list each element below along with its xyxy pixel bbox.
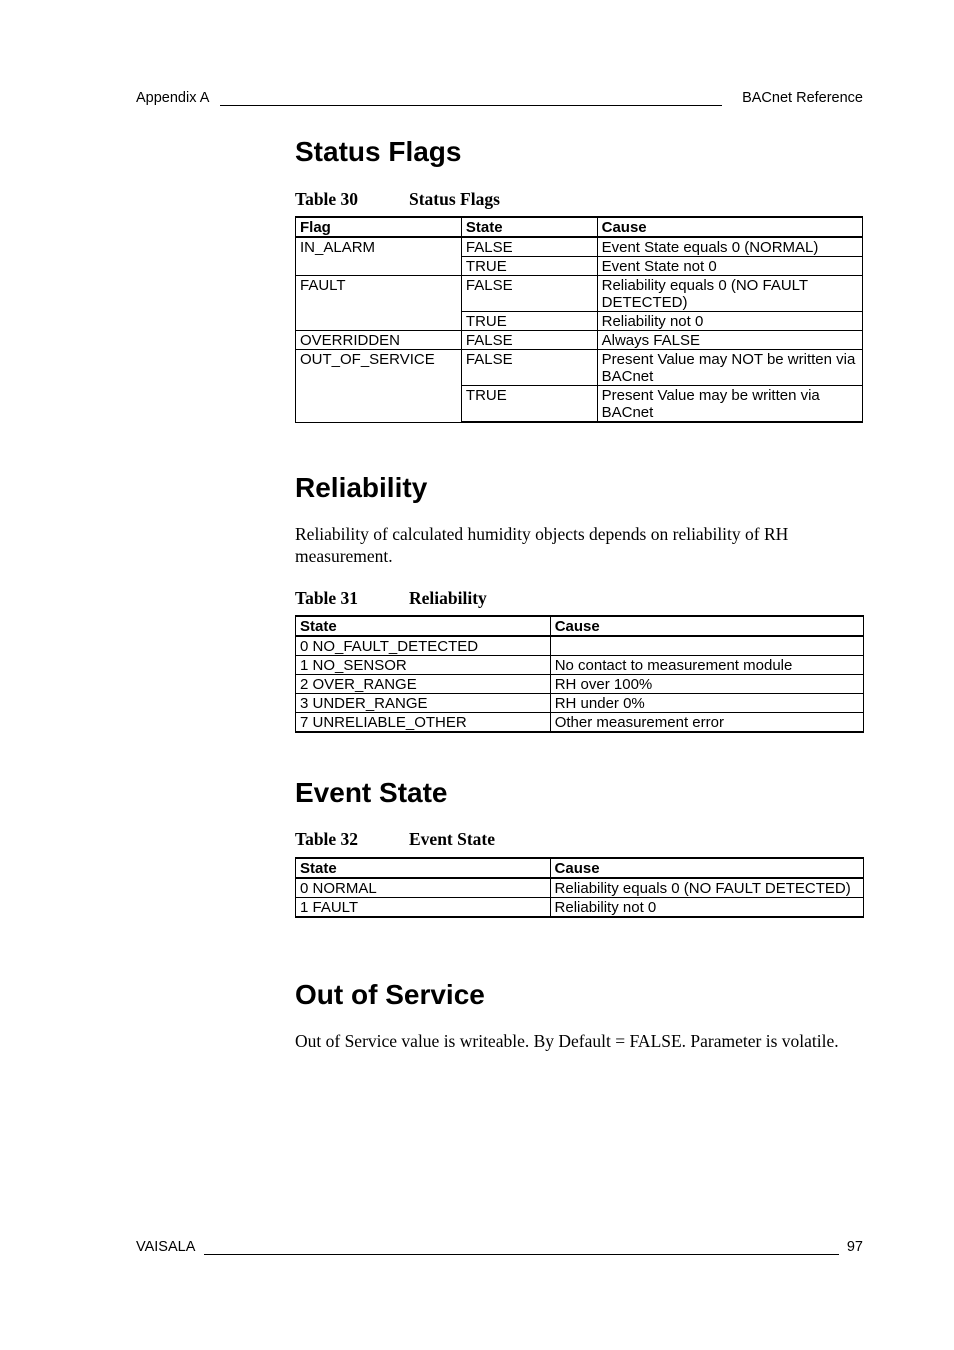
table-30-title: Status Flags bbox=[409, 189, 500, 209]
table-32-title: Event State bbox=[409, 829, 496, 849]
header-left: Appendix A bbox=[136, 90, 210, 106]
state-cell: FALSE bbox=[461, 350, 597, 386]
table-row bbox=[296, 237, 863, 257]
table-32-caption bbox=[295, 831, 495, 849]
cause-cell: No contact to measurement module bbox=[550, 656, 863, 675]
event-state-table bbox=[295, 857, 864, 918]
event-state-heading: Event State bbox=[295, 777, 448, 808]
table-row bbox=[296, 878, 864, 898]
footer-left: VAISALA bbox=[136, 1239, 196, 1255]
cause-cell: Event State not 0 bbox=[597, 257, 862, 276]
cause-cell: Always FALSE bbox=[597, 331, 862, 350]
state-cell: TRUE bbox=[461, 257, 597, 276]
table-row bbox=[296, 694, 864, 713]
state-cell: 2 OVER_RANGE bbox=[296, 675, 551, 694]
state-cell: FALSE bbox=[461, 276, 597, 312]
state-cell: TRUE bbox=[461, 386, 597, 423]
column-header: State bbox=[296, 858, 551, 878]
footer-rule bbox=[204, 1254, 839, 1255]
reliability-heading: Reliability bbox=[295, 472, 428, 503]
table-31-caption bbox=[295, 590, 487, 608]
cause-cell: Reliability not 0 bbox=[597, 312, 862, 331]
column-header: Cause bbox=[550, 858, 863, 878]
table-header-row bbox=[296, 217, 863, 237]
table-31-number: Table 31 bbox=[295, 588, 359, 608]
state-cell: 0 NO_FAULT_DETECTED bbox=[296, 636, 551, 656]
table-row bbox=[296, 656, 864, 675]
table-row bbox=[296, 276, 863, 312]
table-row bbox=[296, 636, 864, 656]
flag-cell: IN_ALARM bbox=[296, 237, 462, 276]
state-cell: 0 NORMAL bbox=[296, 878, 551, 898]
cause-cell: RH under 0% bbox=[550, 694, 863, 713]
reliability-paragraph: Reliability of calculated humidity objects depends on reliability of RH measurement. bbox=[295, 524, 789, 566]
flag-cell: OUT_OF_SERVICE bbox=[296, 350, 462, 423]
table-row bbox=[296, 675, 864, 694]
table-header-row bbox=[296, 858, 864, 878]
flag-cell: OVERRIDDEN bbox=[296, 331, 462, 350]
table-header-row bbox=[296, 616, 864, 636]
flag-cell: FAULT bbox=[296, 276, 462, 331]
table-row bbox=[296, 898, 864, 918]
page-header bbox=[136, 90, 863, 110]
cause-cell bbox=[550, 636, 863, 656]
out-of-service-heading: Out of Service bbox=[295, 979, 485, 1010]
cause-cell: Event State equals 0 (NORMAL) bbox=[597, 237, 862, 257]
state-cell: FALSE bbox=[461, 237, 597, 257]
cause-cell: Present Value may be written via BACnet bbox=[597, 386, 862, 423]
reliability-table bbox=[295, 615, 864, 733]
table-row bbox=[296, 350, 863, 386]
table-32-number: Table 32 bbox=[295, 829, 359, 849]
cause-cell: Reliability not 0 bbox=[550, 898, 863, 918]
header-rule bbox=[220, 105, 722, 106]
table-row bbox=[296, 713, 864, 733]
cause-cell: Reliability equals 0 (NO FAULT DETECTED) bbox=[550, 878, 863, 898]
cause-cell: Present Value may NOT be written via BACnet bbox=[597, 350, 862, 386]
status-flags-heading: Status Flags bbox=[295, 136, 462, 167]
table-30-caption bbox=[295, 191, 500, 209]
state-cell: 3 UNDER_RANGE bbox=[296, 694, 551, 713]
column-header: Flag bbox=[296, 217, 462, 237]
out-of-service-paragraph: Out of Service value is writeable. By Default = FALSE. Parameter is volatile. bbox=[295, 1031, 839, 1051]
table-31-title: Reliability bbox=[409, 588, 487, 608]
column-header: Cause bbox=[550, 616, 863, 636]
cause-cell: RH over 100% bbox=[550, 675, 863, 694]
state-cell: 1 FAULT bbox=[296, 898, 551, 918]
state-cell: FALSE bbox=[461, 331, 597, 350]
page-number: 97 bbox=[846, 1239, 863, 1255]
state-cell: 7 UNRELIABLE_OTHER bbox=[296, 713, 551, 733]
table-row bbox=[296, 331, 863, 350]
header-right: BACnet Reference bbox=[742, 90, 863, 106]
state-cell: 1 NO_SENSOR bbox=[296, 656, 551, 675]
column-header: Cause bbox=[597, 217, 862, 237]
table-30-number: Table 30 bbox=[295, 189, 359, 209]
cause-cell: Reliability equals 0 (NO FAULT DETECTED) bbox=[597, 276, 862, 312]
column-header: State bbox=[296, 616, 551, 636]
status-flags-table bbox=[295, 216, 863, 423]
column-header: State bbox=[461, 217, 597, 237]
cause-cell: Other measurement error bbox=[550, 713, 863, 733]
state-cell: TRUE bbox=[461, 312, 597, 331]
page-footer bbox=[136, 1239, 863, 1259]
